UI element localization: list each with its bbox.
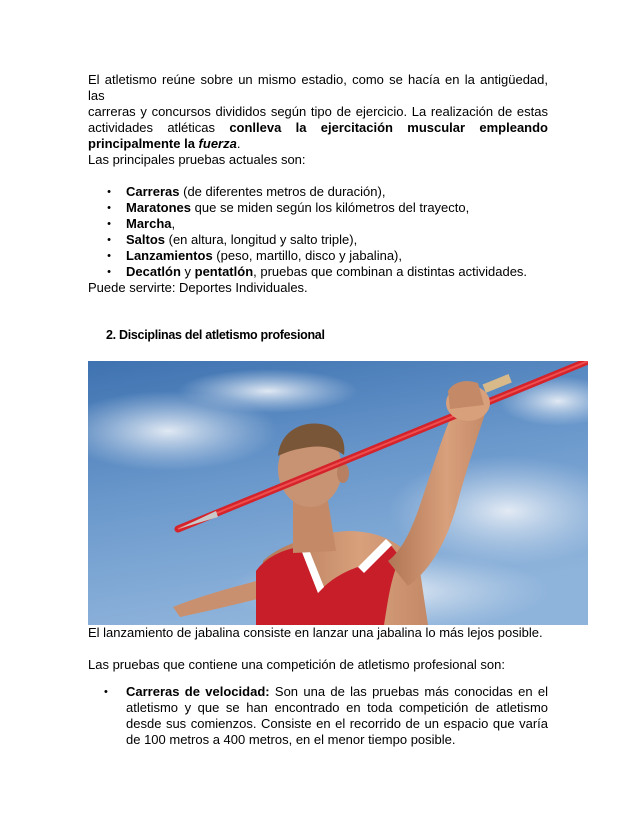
prueba-name: Maratones bbox=[126, 200, 192, 215]
intro-line-3-bold: conlleva la ejercitación muscular empleando bbox=[229, 120, 548, 135]
list-item bbox=[88, 184, 548, 200]
prueba-name: Lanzamientos bbox=[126, 248, 213, 263]
bullet-icon: • bbox=[107, 218, 111, 230]
competencia-label: Las pruebas que contiene una competición de atletismo profesional son: bbox=[88, 657, 505, 672]
list-item bbox=[88, 248, 548, 264]
pruebas-list bbox=[88, 184, 548, 280]
prueba-name: Marcha bbox=[126, 216, 172, 231]
prueba-desc: que se miden según los kilómetros del trayecto, bbox=[191, 200, 470, 215]
intro-line-4-bold: principalmente la bbox=[88, 136, 195, 151]
bullet-icon: • bbox=[107, 266, 111, 278]
bullet-icon: • bbox=[107, 250, 111, 262]
photo-caption: El lanzamiento de jabalina consiste en lanzar una jabalina lo más lejos posible. bbox=[88, 625, 543, 640]
prueba-desc: , bbox=[171, 216, 176, 231]
list-item bbox=[88, 200, 548, 216]
bullet-icon: • bbox=[104, 686, 108, 698]
prueba-name: Carreras bbox=[126, 184, 180, 199]
intro-line-3-plain: actividades atléticas bbox=[88, 120, 216, 135]
prueba-conj: y bbox=[180, 264, 195, 279]
puede-servirte-link[interactable]: Puede servirte: Deportes Individuales. bbox=[88, 280, 308, 295]
prueba-desc: (en altura, longitud y salto triple), bbox=[165, 232, 358, 247]
javelin-thrower-photo bbox=[88, 361, 588, 625]
velocidad-desc: Son una de las pruebas más conocidas en el atletismo y que se han encontrado en toda competición de atletismo desde sus comienzos. Consiste en el recorrido de un espacio que varía de 100 metros a 400 metros, en el menor tiempo posible. bbox=[126, 684, 548, 747]
bullet-icon: • bbox=[107, 234, 111, 246]
prueba-desc: , pruebas que combinan a distintas actividades. bbox=[253, 264, 528, 279]
prueba-name: Saltos bbox=[126, 232, 166, 247]
intro-paragraph bbox=[88, 72, 548, 152]
intro-fuerza: fuerza bbox=[198, 136, 237, 151]
intro-line-2: carreras y concursos divididos según tipo de ejercicio. La realización de estas bbox=[88, 104, 548, 119]
intro-line-3 bbox=[88, 120, 548, 136]
list-item bbox=[88, 216, 548, 232]
prueba-desc: (peso, martillo, disco y jabalina), bbox=[212, 248, 402, 263]
velocidad-title: Carreras de velocidad: bbox=[126, 684, 270, 699]
section-heading: 2. Disciplinas del atletismo profesional bbox=[106, 328, 325, 342]
intro-line-4 bbox=[88, 136, 548, 152]
intro-period: . bbox=[236, 136, 241, 151]
list-item bbox=[88, 264, 548, 280]
velocidad-text bbox=[126, 684, 548, 748]
prueba-name: Decatlón bbox=[126, 264, 181, 279]
principales-label: Las principales pruebas actuales son: bbox=[88, 152, 306, 167]
prueba-desc: (de diferentes metros de duración), bbox=[179, 184, 386, 199]
intro-line-1: El atletismo reúne sobre un mismo estadio, como se hacía en la antigüedad, las bbox=[88, 72, 548, 103]
bullet-icon: • bbox=[107, 202, 111, 214]
bullet-icon: • bbox=[107, 186, 111, 198]
prueba-name-2: pentatlón bbox=[194, 264, 254, 279]
list-item bbox=[88, 684, 548, 748]
list-item bbox=[88, 232, 548, 248]
